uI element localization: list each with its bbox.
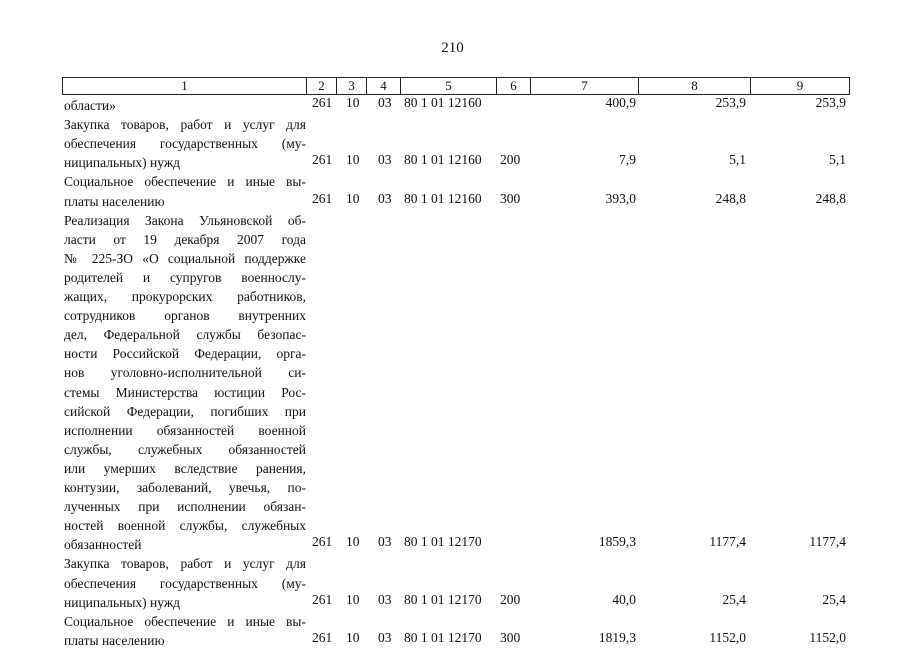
row-3-text-line: жащих, прокурорских работников, (64, 289, 306, 304)
row-5-cs: 80 1 01 12170 (404, 629, 482, 645)
row-0-cs: 80 1 01 12160 (404, 95, 482, 110)
header-col-9: 9 (796, 78, 804, 93)
row-2-text-line: Социальное обеспечение и иные вы- (64, 174, 306, 190)
row-0-text-line: области» (64, 98, 116, 113)
row-4-col8: 25,4 (722, 591, 746, 607)
row-3-text-line: службы, служебных обязанностей (64, 441, 306, 457)
row-4-col7: 40,0 (612, 591, 636, 607)
row-1-text-line: Закупка товаров, работ и услуг для (64, 117, 306, 133)
row-0-col8: 253,9 (715, 95, 746, 110)
row-0-col7: 400,9 (605, 95, 636, 110)
row-4-rz: 10 (346, 591, 360, 607)
row-2-pr: 03 (378, 190, 392, 206)
row-1-text-line: ниципальных) нужд (64, 155, 181, 171)
row-2-rz: 10 (346, 190, 360, 206)
row-5-col8: 1152,0 (709, 629, 746, 645)
row-3-cs: 80 1 01 12170 (404, 534, 482, 550)
row-3-col8: 1177,4 (709, 534, 746, 550)
row-1-col7: 7,9 (619, 152, 636, 168)
row-3-text-line: сийской Федерации, погибших при (64, 403, 306, 419)
header-col-7: 7 (531, 78, 639, 94)
row-2-col7: 393,0 (605, 190, 636, 206)
row-3-text-line: дел, Федеральной службы безопас- (64, 327, 306, 343)
row-3-text-line: родителей и супругов военнослу- (64, 269, 306, 285)
header-col-4: 4 (367, 78, 401, 94)
row-4-text-line: ниципальных) нужд (64, 594, 181, 610)
row-2-col8: 248,8 (715, 190, 746, 206)
row-4-vr: 200 (500, 591, 521, 607)
header-col-2: 2 (307, 78, 337, 94)
row-3-text-line: сотрудников органов внутренних (64, 308, 306, 324)
row-4-text-line: обеспечения государственных (му- (64, 575, 306, 591)
row-3-text-line: контузии, заболеваний, увечья, по- (64, 480, 306, 495)
row-5-col9: 1152,0 (809, 629, 846, 645)
row-3-text-line: № 225-ЗО «О социальной поддержке (64, 250, 306, 266)
header-col-5: 5 (401, 78, 497, 94)
row-3-text-line: или умерших вследствие ранения, (64, 460, 306, 476)
page-number: 210 (441, 40, 464, 56)
row-2-gr: 261 (312, 190, 333, 206)
header-col-6: 6 (497, 78, 531, 94)
row-3-pr: 03 (378, 534, 392, 550)
row-3-text-line: ности Российской Федерации, орга- (64, 346, 306, 362)
row-5-gr: 261 (312, 629, 333, 645)
row-3-text-line: Реализация Закона Ульяновской об- (64, 212, 306, 228)
row-1-col8: 5,1 (729, 152, 746, 168)
row-5-text-line: Социальное обеспечение и иные вы- (64, 613, 306, 629)
header-col-3: 3 (337, 78, 367, 94)
row-1-pr: 03 (378, 152, 392, 168)
row-2-text-line: платы населению (64, 193, 165, 209)
row-3-text-line: ностей военной службы, служебных (64, 518, 306, 534)
row-1-rz: 10 (346, 152, 360, 168)
row-0-pr: 03 (378, 95, 392, 110)
row-3-text-line: ласти от 19 декабря 2007 года (64, 231, 306, 247)
row-3-col9: 1177,4 (809, 534, 846, 550)
row-5-text-line: платы населению (64, 632, 165, 648)
row-5-pr: 03 (378, 629, 392, 645)
row-3-text-line: стемы Министерства юстиции Рос- (64, 384, 306, 400)
row-3-text-line: исполнении обязанностей военной (64, 422, 306, 438)
row-4-text-line: Закупка товаров, работ и услуг для (64, 556, 306, 572)
row-2-col9: 248,8 (815, 190, 846, 206)
row-0-col9: 253,9 (815, 95, 846, 110)
row-3-col7: 1859,3 (598, 534, 636, 550)
row-3-text-line: обязанностей (64, 537, 142, 553)
row-5-col7: 1819,3 (598, 629, 636, 645)
header-col-1: 1 (63, 78, 307, 94)
row-4-gr: 261 (312, 591, 333, 607)
row-5-rz: 10 (346, 629, 360, 645)
row-5-vr: 300 (500, 629, 521, 645)
row-3-text-line: нов уголовно-исполнительной си- (64, 365, 306, 381)
row-3-text-line: лученных при исполнении обязан- (64, 499, 306, 515)
row-2-vr: 300 (500, 190, 521, 206)
row-1-vr: 200 (500, 152, 521, 168)
row-4-col9: 25,4 (822, 591, 846, 607)
row-0-rz: 10 (346, 95, 360, 110)
row-4-pr: 03 (378, 591, 392, 607)
row-1-cs: 80 1 01 12160 (404, 152, 482, 168)
row-1-text-line: обеспечения государственных (му- (64, 136, 306, 152)
header-col-8: 8 (639, 78, 751, 94)
row-3-gr: 261 (312, 534, 333, 550)
row-0-gr: 261 (312, 95, 333, 110)
row-2-cs: 80 1 01 12160 (404, 190, 482, 206)
row-3-rz: 10 (346, 534, 360, 550)
row-1-col9: 5,1 (829, 152, 846, 168)
row-1-gr: 261 (312, 152, 333, 168)
row-4-cs: 80 1 01 12170 (404, 591, 482, 607)
